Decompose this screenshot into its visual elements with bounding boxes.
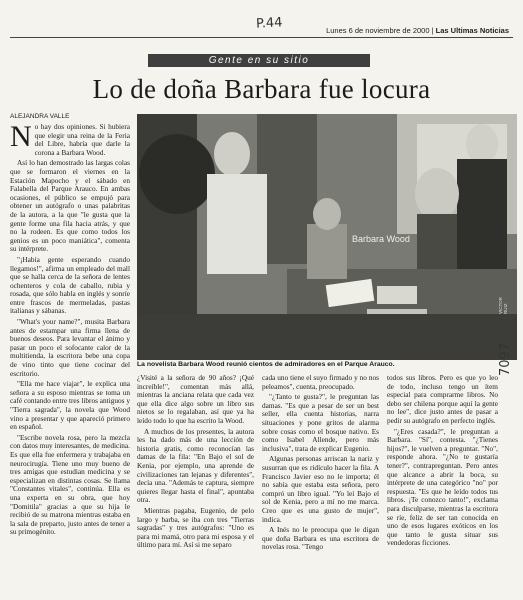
column-1-lead: No hay dos opiniones. Si hubiera que elegir una reina de la Feria del Libre, habría que darle la corona a Barbara Wood. — [10, 123, 130, 157]
drop-cap: N — [10, 123, 32, 153]
article-paragraph: todos sus libros. Pero es que yo leo de todo, incluso tengo un ítem especial para comprarme libros. No debo ser chilena porque aquí la gente no lee", dice justo antes de pasar a pedir su autógrafo en perfecto inglés. — [387, 374, 498, 425]
article-column-2 — [137, 374, 254, 594]
article-paragraph: Algunas personas arriscan la nariz y susurran que es ridículo hacer la fila. A Francisco Javier eso no le importa; él no sabía que estaba esta señora, pero compró un libro igual. "Yo leí Bajo el sol de Kenia, pero a mí no me marca. Creo que es una gusto de mujer", indica. — [262, 454, 379, 524]
article-paragraph: Así lo han demostrado las largas colas que se formaron el viernes en la Estación Mapocho y el sábado en Falabella del Parque Arauco. En ambas ocasiones, el público se empujó para obtener un autógrafo o unas palabritas de la autora, a la que "le gusta que la gente forme una fila hacia atrás, y que no la rodeen. Es que como todos los genios es un poco maniática", comenta su intérprete. — [10, 158, 130, 254]
article-paragraph: A Inés no le preocupa que le digan que doña Barbara es una escritora de novelas rosa. "Tengo — [262, 525, 379, 552]
article-column-1 — [10, 123, 130, 593]
article-photo — [137, 114, 517, 360]
article-paragraph: "¿Eres casada?", le preguntan a Barbara. "Sí", contesta. "¿Tienes hijos?", le vuelven a preguntar. "No", responde ahora. "¿No te gustaría tener?", contrapreguntan. Pero antes que alcance a abrir la boca, su intérprete de una categórico "no" por respuesta. "Es que he leído todos tus libros. ¡Te conozco tanto!", exclama para disculparse, mientras la escritora se ríe, feliz de ser tan conocida en uno de esos lugares exóticos en los que tanto le gusta situar sus vendedoras ficciones. — [387, 426, 498, 548]
article-paragraph: cada uno tiene el suyo firmado y no nos peleamos", cuenta, preocupado. — [262, 374, 379, 391]
page-folio: Lunes 6 de noviembre de 2000 | Las Ultimas Noticias — [326, 26, 509, 35]
bookstore-photo-illustration — [137, 114, 517, 360]
section-banner: Gente en su sitio — [148, 54, 370, 67]
folio-rule — [10, 37, 513, 38]
article-paragraph: ¿Visité a la señora de 90 años? ¡Qué increíble!", comentan más allá, mientras la anciana relata que cada vez que ella dice algo sobre un libro sus nietos se lo regalaban, así que ya ha leído todo lo que ha escrito la Wood. — [137, 374, 254, 425]
handwritten-page-mark: P.44 — [255, 15, 283, 32]
article-paragraph: "¡Había gente esperando cuando llegamos!", afirma un empleado del mall que se halla cerca de la señora de lentes ochenteros y cola de caballo, rubia y rosada, que sólo habla en inglés y sonríe entre frascos de mermeladas, pastas italianas y sábanas. — [10, 254, 130, 316]
article-paragraph: "What's your name?", musita Barbara antes de estampar una firma llena de buenos deseos. Para levantar el ánimo y pasar un poco el sofocante calor de la multitienda, la escritora bebe una copa de vino tinto que tiene cocinar del escritorio. — [10, 317, 130, 378]
article-column-3 — [262, 374, 379, 594]
article-paragraph: A muchos de los presentes, la autora les ha dado más de una lección de historia gratis, como reconocían las damas de la fila: "En Bajo el sol de Kenia, por ejemplo, una aprende de civilizaciones tan lejanas y diferentes", decía una. "Además te captura, siempre quieres llegar hasta el final", apuntaba otra. — [137, 426, 254, 505]
byline: ALEJANDRA VALLE — [10, 113, 70, 120]
folio-paper: Las Ultimas Noticias — [435, 26, 509, 35]
headline: Lo de doña Barbara fue locura — [92, 74, 431, 104]
photo-sign-text: Barbara Wood — [352, 234, 410, 244]
folio-date: Lunes 6 de noviembre de 2000 — [326, 26, 430, 35]
article-paragraph: "¿Tanto te gusta?", le preguntan las damas. "Es que a pesar de ser un best seller, ella cuenta historias, narra situaciones y pone gritos de alarma sobre cosas como el bosque nativo. Es como Isabel Allende, pero más inclusiva", trata de explicar Eugenio. — [262, 392, 379, 453]
article-paragraph: "Ella me hace viajar", le explica una señora a su esposo mientras se toma un café contando entre tres libros antiguos y "Tierra sagrada", la novela que Wood vino a presentar y que apareció primero en español. — [10, 379, 130, 432]
photo-caption: La novelista Barbara Wood reunió cientos de admiradores en el Parque Arauco. — [137, 361, 395, 368]
article-paragraph: Mientras pagaba, Eugenio, de pelo largo y barba, se iba con tres "Tierras sagradas" y tres autógrafos: "Uno es para mi mamá, otro para mi esposa y el último para mí. Así si me separo — [137, 505, 254, 550]
handwritten-side-number: 7097 — [498, 342, 513, 376]
article-paragraph: "Escribe novela rosa, pero la mezcla con datos muy interesantes, de medicina. Es que ella fue enfermera y trabajaba en neurocirugía. Tiene uno muy bueno de tres amigas que estudian medicina y se especializan en distintas cosas. Se llama "Constantes vitales", continúa. Ella es una experta en su obra, que hoy "Domitila" gracias a que su hija le recibió de su matrona mientras estaba en la sala de preparto, justo antes de tener a su primogénito. — [10, 432, 130, 537]
article-column-4 — [387, 374, 498, 594]
photo-credit: VICTOR RUIZ — [498, 297, 508, 314]
